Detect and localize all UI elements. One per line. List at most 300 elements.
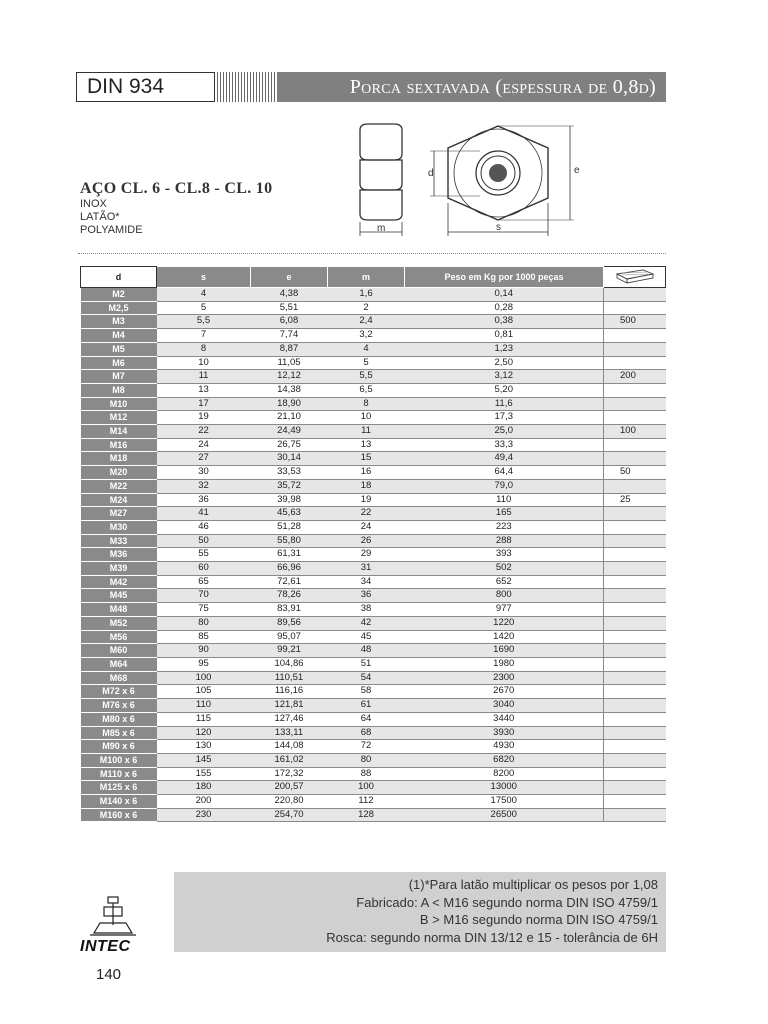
cell-m: 34 xyxy=(328,575,405,589)
cell-weight: 110 xyxy=(405,493,604,507)
cell-m: 18 xyxy=(328,479,405,493)
cell-e: 144,08 xyxy=(251,740,328,754)
cell-package xyxy=(604,383,666,397)
table-row xyxy=(81,589,666,603)
cell-e: 89,56 xyxy=(251,616,328,630)
cell-package xyxy=(604,767,666,781)
dimension-m-label: m xyxy=(377,223,386,234)
column-header-d: d xyxy=(81,267,157,288)
table-row xyxy=(81,466,666,480)
notes-box xyxy=(174,872,666,952)
table-row xyxy=(81,726,666,740)
table-row xyxy=(81,452,666,466)
cell-s: 32 xyxy=(157,479,251,493)
table-row xyxy=(81,562,666,576)
cell-e: 66,96 xyxy=(251,562,328,576)
cell-m: 8 xyxy=(328,397,405,411)
cell-weight: 800 xyxy=(405,589,604,603)
cell-e: 78,26 xyxy=(251,589,328,603)
cell-s: 230 xyxy=(157,808,251,822)
cell-s: 22 xyxy=(157,425,251,439)
cell-weight: 2670 xyxy=(405,685,604,699)
cell-e: 254,70 xyxy=(251,808,328,822)
table-row xyxy=(81,520,666,534)
cell-s: 4 xyxy=(157,288,251,302)
cell-e: 220,80 xyxy=(251,795,328,809)
cell-d: M64 xyxy=(81,657,157,671)
cell-d: M39 xyxy=(81,562,157,576)
cell-s: 130 xyxy=(157,740,251,754)
cell-weight: 1220 xyxy=(405,616,604,630)
cell-package xyxy=(604,808,666,822)
cell-package xyxy=(604,657,666,671)
cell-m: 48 xyxy=(328,644,405,658)
cell-e: 200,57 xyxy=(251,781,328,795)
dimension-d-label: d xyxy=(428,168,434,179)
cell-s: 200 xyxy=(157,795,251,809)
cell-package xyxy=(604,507,666,521)
cell-d: M76 x 6 xyxy=(81,699,157,713)
note-line: Fabricado: A < M16 segundo norma DIN ISO 4759/1 xyxy=(356,894,658,910)
cell-d: M8 xyxy=(81,383,157,397)
cell-package xyxy=(604,781,666,795)
cell-e: 172,32 xyxy=(251,767,328,781)
cell-d: M2,5 xyxy=(81,301,157,315)
cell-d: M36 xyxy=(81,548,157,562)
cell-e: 5,51 xyxy=(251,301,328,315)
cell-package xyxy=(604,562,666,576)
box-icon xyxy=(613,268,657,284)
table-row xyxy=(81,616,666,630)
cell-package xyxy=(604,699,666,713)
cell-d: M140 x 6 xyxy=(81,795,157,809)
cell-package xyxy=(604,630,666,644)
column-header-e: e xyxy=(251,267,328,288)
cell-m: 24 xyxy=(328,520,405,534)
table-row xyxy=(81,356,666,370)
hex-nut-drawing xyxy=(350,118,590,243)
cell-e: 14,38 xyxy=(251,383,328,397)
cell-weight: 17,3 xyxy=(405,411,604,425)
cell-s: 115 xyxy=(157,712,251,726)
cell-e: 83,91 xyxy=(251,603,328,617)
cell-package xyxy=(604,329,666,343)
cell-weight: 25,0 xyxy=(405,425,604,439)
table-row xyxy=(81,808,666,822)
cell-weight: 165 xyxy=(405,507,604,521)
section-divider xyxy=(78,253,666,254)
material-item: POLYAMIDE xyxy=(80,224,143,236)
table-row xyxy=(81,315,666,329)
cell-e: 21,10 xyxy=(251,411,328,425)
cell-d: M7 xyxy=(81,370,157,384)
table-header-row xyxy=(81,267,666,288)
cell-s: 75 xyxy=(157,603,251,617)
cell-s: 41 xyxy=(157,507,251,521)
column-header-m: m xyxy=(328,267,405,288)
cell-s: 85 xyxy=(157,630,251,644)
cell-m: 2,4 xyxy=(328,315,405,329)
cell-package xyxy=(604,548,666,562)
cell-weight: 2,50 xyxy=(405,356,604,370)
table-row xyxy=(81,479,666,493)
table-row xyxy=(81,644,666,658)
cell-weight: 652 xyxy=(405,575,604,589)
cell-m: 5,5 xyxy=(328,370,405,384)
table-row xyxy=(81,685,666,699)
table-row xyxy=(81,753,666,767)
cell-e: 133,11 xyxy=(251,726,328,740)
cell-e: 8,87 xyxy=(251,342,328,356)
cell-m: 15 xyxy=(328,452,405,466)
cell-d: M27 xyxy=(81,507,157,521)
cell-weight: 1420 xyxy=(405,630,604,644)
cell-package: 25 xyxy=(604,493,666,507)
cell-e: 51,28 xyxy=(251,520,328,534)
table-row xyxy=(81,767,666,781)
nut-front-view xyxy=(430,126,574,236)
cell-m: 3,2 xyxy=(328,329,405,343)
cell-package xyxy=(604,288,666,302)
cell-s: 145 xyxy=(157,753,251,767)
cell-d: M14 xyxy=(81,425,157,439)
cell-weight: 1,23 xyxy=(405,342,604,356)
cell-d: M60 xyxy=(81,644,157,658)
cell-package xyxy=(604,438,666,452)
cell-package xyxy=(604,575,666,589)
cell-d: M16 xyxy=(81,438,157,452)
column-header-weight: Peso em Kg por 1000 peças xyxy=(405,267,604,288)
cell-s: 55 xyxy=(157,548,251,562)
cell-e: 11,05 xyxy=(251,356,328,370)
table-row xyxy=(81,301,666,315)
cell-s: 17 xyxy=(157,397,251,411)
cell-package xyxy=(604,452,666,466)
cell-weight: 393 xyxy=(405,548,604,562)
cell-s: 46 xyxy=(157,520,251,534)
cell-e: 121,81 xyxy=(251,699,328,713)
cell-package: 100 xyxy=(604,425,666,439)
intec-logo xyxy=(80,895,152,955)
cell-package xyxy=(604,520,666,534)
cell-package xyxy=(604,685,666,699)
cell-e: 110,51 xyxy=(251,671,328,685)
table-row xyxy=(81,507,666,521)
cell-e: 45,63 xyxy=(251,507,328,521)
cell-m: 54 xyxy=(328,671,405,685)
cell-d: M5 xyxy=(81,342,157,356)
cell-weight: 1690 xyxy=(405,644,604,658)
cell-e: 116,16 xyxy=(251,685,328,699)
cell-weight: 977 xyxy=(405,603,604,617)
table-row xyxy=(81,370,666,384)
cell-e: 72,61 xyxy=(251,575,328,589)
cell-d: M125 x 6 xyxy=(81,781,157,795)
cell-weight: 8200 xyxy=(405,767,604,781)
cell-s: 10 xyxy=(157,356,251,370)
note-line: (1)*Para latão multiplicar os pesos por 1,08 xyxy=(408,877,658,892)
cell-m: 68 xyxy=(328,726,405,740)
cell-d: M42 xyxy=(81,575,157,589)
table-row xyxy=(81,699,666,713)
cell-package xyxy=(604,589,666,603)
page-title: Porca sextavada (espessura de 0,8d) xyxy=(277,72,666,102)
cell-m: 29 xyxy=(328,548,405,562)
table-row xyxy=(81,534,666,548)
cell-d: M30 xyxy=(81,520,157,534)
cell-package xyxy=(604,712,666,726)
cell-package xyxy=(604,603,666,617)
cell-d: M85 x 6 xyxy=(81,726,157,740)
cell-e: 95,07 xyxy=(251,630,328,644)
cell-weight: 288 xyxy=(405,534,604,548)
column-header-package xyxy=(604,267,666,288)
cell-s: 110 xyxy=(157,699,251,713)
cell-d: M12 xyxy=(81,411,157,425)
cell-e: 104,86 xyxy=(251,657,328,671)
cell-weight: 11,6 xyxy=(405,397,604,411)
table-row xyxy=(81,575,666,589)
cell-weight: 49,4 xyxy=(405,452,604,466)
material-list xyxy=(80,198,143,237)
cell-s: 50 xyxy=(157,534,251,548)
cell-package xyxy=(604,356,666,370)
cell-s: 27 xyxy=(157,452,251,466)
cell-weight: 502 xyxy=(405,562,604,576)
table-row xyxy=(81,603,666,617)
cell-weight: 2300 xyxy=(405,671,604,685)
table-row xyxy=(81,329,666,343)
cell-s: 105 xyxy=(157,685,251,699)
cell-package xyxy=(604,726,666,740)
cell-s: 24 xyxy=(157,438,251,452)
cell-m: 11 xyxy=(328,425,405,439)
cell-package xyxy=(604,342,666,356)
cell-d: M100 x 6 xyxy=(81,753,157,767)
table-row xyxy=(81,288,666,302)
cell-d: M68 xyxy=(81,671,157,685)
cell-s: 30 xyxy=(157,466,251,480)
cell-d: M24 xyxy=(81,493,157,507)
dimensions-table xyxy=(80,266,666,822)
standard-code: DIN 934 xyxy=(76,72,215,102)
cell-s: 155 xyxy=(157,767,251,781)
cell-d: M90 x 6 xyxy=(81,740,157,754)
cell-e: 26,75 xyxy=(251,438,328,452)
cell-m: 19 xyxy=(328,493,405,507)
cell-m: 4 xyxy=(328,342,405,356)
cell-weight: 3440 xyxy=(405,712,604,726)
header-decorative-bars xyxy=(217,72,277,102)
cell-weight: 26500 xyxy=(405,808,604,822)
cell-e: 6,08 xyxy=(251,315,328,329)
cell-s: 80 xyxy=(157,616,251,630)
cell-package: 200 xyxy=(604,370,666,384)
cell-weight: 4930 xyxy=(405,740,604,754)
cell-e: 33,53 xyxy=(251,466,328,480)
cell-d: M18 xyxy=(81,452,157,466)
material-item: INOX xyxy=(80,198,107,210)
cell-package: 50 xyxy=(604,466,666,480)
cell-weight: 0,81 xyxy=(405,329,604,343)
table-row xyxy=(81,493,666,507)
cell-weight: 0,38 xyxy=(405,315,604,329)
cell-package xyxy=(604,753,666,767)
cell-m: 6,5 xyxy=(328,383,405,397)
column-header-s: s xyxy=(157,267,251,288)
cell-e: 39,98 xyxy=(251,493,328,507)
cell-weight: 5,20 xyxy=(405,383,604,397)
cell-m: 51 xyxy=(328,657,405,671)
cell-package: 500 xyxy=(604,315,666,329)
cell-m: 31 xyxy=(328,562,405,576)
cell-package xyxy=(604,411,666,425)
nut-side-view xyxy=(360,124,402,236)
table-row xyxy=(81,657,666,671)
cell-m: 5 xyxy=(328,356,405,370)
cell-s: 7 xyxy=(157,329,251,343)
cell-weight: 0,28 xyxy=(405,301,604,315)
cell-s: 19 xyxy=(157,411,251,425)
cell-e: 7,74 xyxy=(251,329,328,343)
cell-s: 13 xyxy=(157,383,251,397)
cell-m: 38 xyxy=(328,603,405,617)
table-row xyxy=(81,740,666,754)
cell-m: 1,6 xyxy=(328,288,405,302)
cell-m: 58 xyxy=(328,685,405,699)
cell-weight: 13000 xyxy=(405,781,604,795)
cell-weight: 17500 xyxy=(405,795,604,809)
cell-e: 24,49 xyxy=(251,425,328,439)
table-row xyxy=(81,383,666,397)
cell-package xyxy=(604,534,666,548)
cell-s: 11 xyxy=(157,370,251,384)
page-number: 140 xyxy=(96,966,122,983)
cell-d: M4 xyxy=(81,329,157,343)
cell-weight: 33,3 xyxy=(405,438,604,452)
cell-d: M3 xyxy=(81,315,157,329)
dimension-e-label: e xyxy=(574,165,580,176)
cell-e: 55,80 xyxy=(251,534,328,548)
cell-s: 100 xyxy=(157,671,251,685)
cell-e: 18,90 xyxy=(251,397,328,411)
cell-m: 112 xyxy=(328,795,405,809)
cell-weight: 223 xyxy=(405,520,604,534)
cell-s: 70 xyxy=(157,589,251,603)
cell-m: 72 xyxy=(328,740,405,754)
note-line: Rosca: segundo norma DIN 13/12 e 15 - tolerância de 6H xyxy=(326,929,658,945)
cell-package xyxy=(604,644,666,658)
cell-m: 22 xyxy=(328,507,405,521)
cell-s: 95 xyxy=(157,657,251,671)
cell-e: 35,72 xyxy=(251,479,328,493)
cell-m: 16 xyxy=(328,466,405,480)
cell-s: 36 xyxy=(157,493,251,507)
cell-d: M56 xyxy=(81,630,157,644)
cell-package xyxy=(604,397,666,411)
material-grades: AÇO CL. 6 - CL.8 - CL. 10 xyxy=(80,180,273,197)
cell-package xyxy=(604,740,666,754)
note-line: B > M16 segundo norma DIN ISO 4759/1 xyxy=(419,912,658,927)
cell-d: M45 xyxy=(81,589,157,603)
cell-d: M48 xyxy=(81,603,157,617)
cell-e: 99,21 xyxy=(251,644,328,658)
cell-m: 2 xyxy=(328,301,405,315)
table-row xyxy=(81,438,666,452)
table-row xyxy=(81,795,666,809)
dimension-s-label: s xyxy=(496,222,501,233)
cell-d: M52 xyxy=(81,616,157,630)
cell-e: 30,14 xyxy=(251,452,328,466)
table-row xyxy=(81,342,666,356)
table-row xyxy=(81,397,666,411)
table-row xyxy=(81,411,666,425)
cell-s: 120 xyxy=(157,726,251,740)
cell-weight: 1980 xyxy=(405,657,604,671)
cell-m: 64 xyxy=(328,712,405,726)
cell-weight: 79,0 xyxy=(405,479,604,493)
cell-m: 80 xyxy=(328,753,405,767)
cell-weight: 64,4 xyxy=(405,466,604,480)
table-row xyxy=(81,712,666,726)
cell-d: M72 x 6 xyxy=(81,685,157,699)
cell-package xyxy=(604,301,666,315)
cell-m: 88 xyxy=(328,767,405,781)
logo-text: INTEC xyxy=(80,938,131,955)
cell-d: M20 xyxy=(81,466,157,480)
cell-d: M110 x 6 xyxy=(81,767,157,781)
cell-e: 12,12 xyxy=(251,370,328,384)
cell-package xyxy=(604,671,666,685)
cell-m: 36 xyxy=(328,589,405,603)
cell-s: 65 xyxy=(157,575,251,589)
cell-s: 5,5 xyxy=(157,315,251,329)
cell-d: M10 xyxy=(81,397,157,411)
material-item: LATÃO* xyxy=(80,211,120,223)
cell-e: 127,46 xyxy=(251,712,328,726)
table-row xyxy=(81,630,666,644)
cell-e: 4,38 xyxy=(251,288,328,302)
cell-s: 8 xyxy=(157,342,251,356)
cell-weight: 3,12 xyxy=(405,370,604,384)
cell-m: 45 xyxy=(328,630,405,644)
cell-weight: 3040 xyxy=(405,699,604,713)
table-row xyxy=(81,671,666,685)
cell-m: 10 xyxy=(328,411,405,425)
cell-package xyxy=(604,479,666,493)
cell-m: 13 xyxy=(328,438,405,452)
cell-m: 42 xyxy=(328,616,405,630)
cell-e: 161,02 xyxy=(251,753,328,767)
cell-weight: 0,14 xyxy=(405,288,604,302)
cell-m: 100 xyxy=(328,781,405,795)
cell-s: 90 xyxy=(157,644,251,658)
cell-m: 128 xyxy=(328,808,405,822)
cell-package xyxy=(604,795,666,809)
cell-d: M6 xyxy=(81,356,157,370)
cell-s: 5 xyxy=(157,301,251,315)
cell-m: 61 xyxy=(328,699,405,713)
cell-d: M160 x 6 xyxy=(81,808,157,822)
cell-d: M2 xyxy=(81,288,157,302)
cell-s: 180 xyxy=(157,781,251,795)
cell-weight: 6820 xyxy=(405,753,604,767)
cell-weight: 3930 xyxy=(405,726,604,740)
cell-d: M80 x 6 xyxy=(81,712,157,726)
table-row xyxy=(81,548,666,562)
cell-d: M22 xyxy=(81,479,157,493)
cell-s: 60 xyxy=(157,562,251,576)
